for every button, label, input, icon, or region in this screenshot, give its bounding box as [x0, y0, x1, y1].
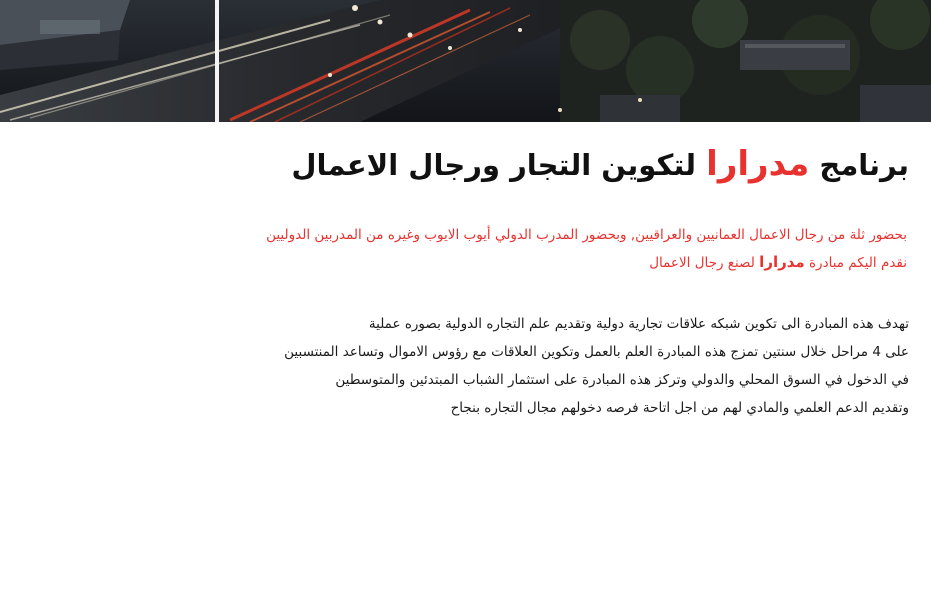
main-content — [0, 122, 931, 596]
title-prefix: برنامج — [809, 148, 909, 182]
description-line: وتقديم الدعم العلمي والمادي لهم من اجل اتاحة فرصه دخولهم مجال التجاره بنجاح — [450, 400, 909, 416]
title-accent: مدرارا — [706, 144, 810, 184]
title-suffix: لتكوين التجار ورجال الاعمال — [291, 148, 707, 182]
intro-line-2-accent: مدرارا — [759, 253, 805, 271]
intro-block — [107, 222, 907, 277]
header-banner-image — [0, 0, 931, 122]
intro-line-2 — [107, 249, 907, 277]
intro-line-2-start: نقدم اليكم مبادرة — [804, 255, 907, 271]
description-block — [109, 310, 909, 422]
highway-night-photo — [0, 0, 931, 122]
intro-line-2-end: لصنع رجال الاعمال — [649, 255, 760, 271]
page-title — [291, 142, 909, 187]
intro-line-1: بحضور ثلة من رجال الاعمال العمانيين والعراقيين, وبحضور المدرب الدولي أيوب الايوب وغيره من المدربين الدوليين — [266, 227, 907, 243]
description-line: في الدخول في السوق المحلي والدولي وتركز هذه المبادرة على استثمار الشباب المبتدئين والمتوسطين — [335, 372, 909, 388]
description-line: تهدف هذه المبادرة الى تكوين شبكه علاقات تجارية دولية وتقديم علم التجاره الدولية بصوره عملية — [368, 316, 909, 332]
description-line: على 4 مراحل خلال سنتين تمزج هذه المبادرة العلم بالعمل وتكوين العلاقات مع رؤوس الاموال وتساعد المنتسبين — [284, 344, 909, 360]
